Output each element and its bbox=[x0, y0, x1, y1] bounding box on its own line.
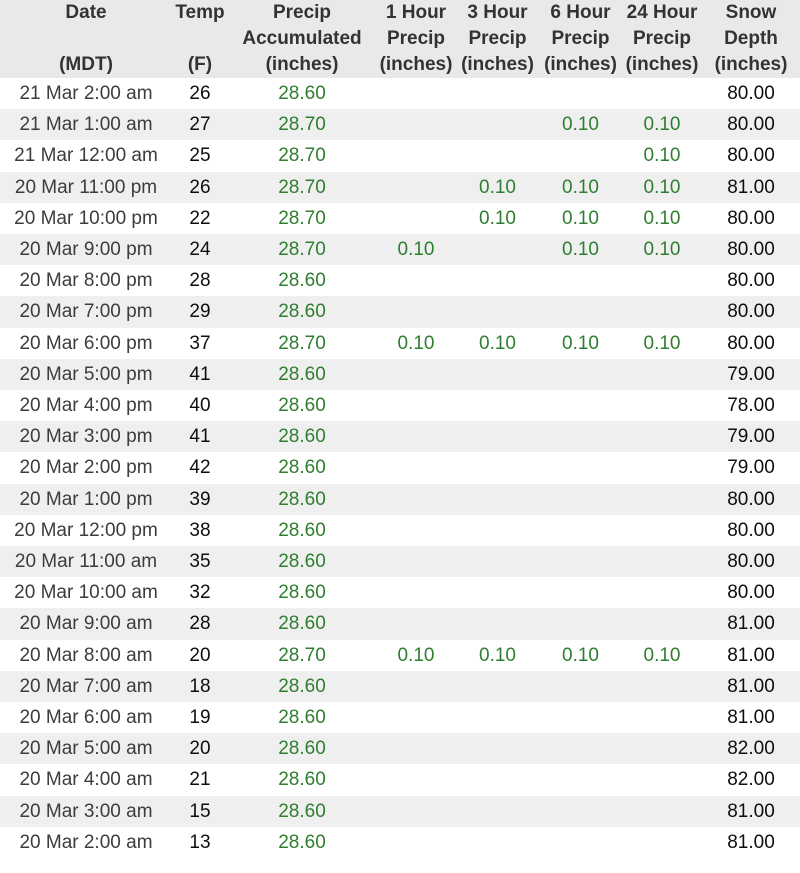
cell-precip_accum: 28.70 bbox=[278, 207, 326, 229]
cell-precip_accum: 28.60 bbox=[278, 613, 326, 635]
cell-precip_1hr: 0.10 bbox=[397, 239, 435, 261]
cell-precip_6hr bbox=[539, 546, 622, 577]
cell-snow_depth: 81.00 bbox=[727, 831, 775, 853]
table-row bbox=[0, 359, 800, 390]
cell-precip_24hr bbox=[622, 796, 702, 827]
cell-precip_24hr: 0.10 bbox=[643, 176, 681, 198]
cell-precip_3hr bbox=[456, 608, 539, 639]
cell-date: 20 Mar 1:00 pm bbox=[19, 488, 153, 510]
cell-precip_6hr: 0.10 bbox=[562, 332, 599, 354]
column-header-precip_accum bbox=[228, 0, 376, 78]
cell-precip_3hr bbox=[456, 421, 539, 452]
cell-snow_depth: 81.00 bbox=[727, 644, 775, 666]
cell-precip_accum: 28.60 bbox=[278, 270, 326, 292]
cell-temp: 26 bbox=[189, 83, 211, 104]
cell-date: 20 Mar 9:00 am bbox=[19, 613, 153, 635]
cell-precip_3hr: 0.10 bbox=[479, 176, 516, 198]
cell-date: 20 Mar 2:00 am bbox=[19, 831, 153, 853]
cell-precip_24hr bbox=[622, 671, 702, 702]
cell-temp: 29 bbox=[189, 301, 211, 323]
cell-precip_1hr bbox=[376, 359, 456, 390]
column-header-precip_1hr bbox=[376, 0, 456, 78]
table-row bbox=[0, 764, 800, 795]
cell-precip_1hr bbox=[376, 203, 456, 234]
column-header-line: Precip bbox=[551, 28, 610, 49]
cell-precip_3hr bbox=[456, 484, 539, 515]
column-header-precip_3hr bbox=[456, 0, 539, 78]
table-row bbox=[0, 265, 800, 296]
cell-temp: 19 bbox=[189, 707, 211, 729]
cell-date: 20 Mar 8:00 pm bbox=[19, 270, 153, 292]
cell-precip_3hr bbox=[456, 359, 539, 390]
cell-date: 20 Mar 5:00 am bbox=[19, 738, 153, 760]
cell-precip_24hr: 0.10 bbox=[643, 207, 681, 229]
cell-precip_6hr bbox=[539, 78, 622, 109]
cell-snow_depth: 80.00 bbox=[727, 301, 775, 323]
cell-snow_depth: 82.00 bbox=[727, 769, 775, 791]
cell-precip_24hr bbox=[622, 515, 702, 546]
cell-precip_1hr bbox=[376, 827, 456, 858]
cell-temp: 22 bbox=[189, 207, 211, 229]
cell-snow_depth: 81.00 bbox=[727, 176, 775, 198]
cell-temp: 39 bbox=[189, 488, 211, 510]
cell-precip_3hr bbox=[456, 733, 539, 764]
table-row bbox=[0, 640, 800, 671]
table-row bbox=[0, 421, 800, 452]
cell-date: 20 Mar 10:00 pm bbox=[14, 207, 158, 229]
cell-temp: 15 bbox=[189, 800, 211, 822]
column-header-line: Accumulated bbox=[242, 28, 362, 49]
cell-snow_depth: 80.00 bbox=[727, 551, 775, 573]
cell-temp: 18 bbox=[189, 675, 211, 697]
cell-precip_6hr bbox=[539, 359, 622, 390]
cell-date: 21 Mar 2:00 am bbox=[19, 83, 153, 104]
cell-precip_24hr bbox=[622, 78, 702, 109]
table-row bbox=[0, 733, 800, 764]
table-row bbox=[0, 671, 800, 702]
cell-date: 20 Mar 11:00 pm bbox=[14, 176, 158, 198]
cell-snow_depth: 81.00 bbox=[727, 707, 775, 729]
cell-precip_1hr bbox=[376, 390, 456, 421]
cell-precip_3hr bbox=[456, 577, 539, 608]
column-header-line: (inches) bbox=[544, 54, 617, 75]
cell-precip_24hr bbox=[622, 296, 702, 327]
header-row bbox=[0, 0, 800, 78]
cell-precip_6hr bbox=[539, 140, 622, 171]
cell-date: 20 Mar 10:00 am bbox=[14, 582, 158, 604]
table-body bbox=[0, 78, 800, 858]
table-row bbox=[0, 234, 800, 265]
cell-precip_24hr bbox=[622, 421, 702, 452]
cell-temp: 20 bbox=[189, 644, 211, 666]
cell-date: 21 Mar 12:00 am bbox=[14, 145, 158, 167]
cell-date: 20 Mar 5:00 pm bbox=[19, 363, 153, 385]
column-header-line: Snow bbox=[725, 2, 777, 23]
cell-date: 20 Mar 3:00 pm bbox=[19, 426, 153, 448]
cell-temp: 42 bbox=[189, 457, 211, 479]
cell-precip_6hr bbox=[539, 515, 622, 546]
cell-temp: 32 bbox=[189, 582, 211, 604]
cell-precip_accum: 28.60 bbox=[278, 769, 326, 791]
cell-precip_24hr bbox=[622, 546, 702, 577]
cell-snow_depth: 80.00 bbox=[727, 239, 775, 261]
table-row bbox=[0, 140, 800, 171]
column-header-line: Precip bbox=[468, 28, 527, 49]
cell-precip_3hr bbox=[456, 390, 539, 421]
cell-precip_3hr: 0.10 bbox=[479, 644, 516, 666]
cell-precip_6hr bbox=[539, 484, 622, 515]
cell-precip_6hr bbox=[539, 796, 622, 827]
cell-precip_24hr: 0.10 bbox=[643, 145, 681, 167]
cell-precip_accum: 28.70 bbox=[278, 176, 326, 198]
cell-date: 20 Mar 8:00 am bbox=[19, 644, 153, 666]
cell-precip_24hr bbox=[622, 577, 702, 608]
column-header-precip_6hr bbox=[539, 0, 622, 78]
cell-date: 20 Mar 9:00 pm bbox=[19, 239, 153, 261]
column-header-temp bbox=[172, 0, 228, 78]
cell-precip_accum: 28.60 bbox=[278, 800, 326, 822]
cell-precip_6hr bbox=[539, 702, 622, 733]
cell-precip_3hr bbox=[456, 109, 539, 140]
cell-snow_depth: 80.00 bbox=[727, 145, 775, 167]
cell-precip_6hr bbox=[539, 764, 622, 795]
cell-temp: 37 bbox=[189, 332, 211, 354]
table-row bbox=[0, 702, 800, 733]
table-row bbox=[0, 796, 800, 827]
table-row bbox=[0, 172, 800, 203]
cell-snow_depth: 80.00 bbox=[727, 332, 775, 354]
cell-precip_accum: 28.70 bbox=[278, 239, 326, 261]
cell-snow_depth: 81.00 bbox=[727, 800, 775, 822]
cell-precip_24hr: 0.10 bbox=[643, 332, 681, 354]
table-row bbox=[0, 577, 800, 608]
cell-precip_accum: 28.60 bbox=[278, 738, 326, 760]
cell-precip_3hr bbox=[456, 515, 539, 546]
cell-temp: 35 bbox=[189, 551, 211, 573]
cell-precip_6hr bbox=[539, 452, 622, 483]
cell-precip_24hr bbox=[622, 702, 702, 733]
cell-precip_accum: 28.70 bbox=[278, 644, 326, 666]
table-row bbox=[0, 827, 800, 858]
cell-precip_24hr: 0.10 bbox=[643, 239, 681, 261]
cell-precip_1hr bbox=[376, 421, 456, 452]
cell-precip_1hr bbox=[376, 733, 456, 764]
cell-snow_depth: 79.00 bbox=[727, 426, 775, 448]
column-header-line: (inches) bbox=[625, 54, 699, 75]
cell-date: 20 Mar 3:00 am bbox=[19, 800, 153, 822]
cell-temp: 13 bbox=[189, 831, 211, 853]
cell-precip_6hr bbox=[539, 390, 622, 421]
cell-precip_1hr bbox=[376, 265, 456, 296]
table-row bbox=[0, 515, 800, 546]
cell-precip_accum: 28.60 bbox=[278, 551, 326, 573]
column-header-line: (inches) bbox=[379, 54, 453, 75]
cell-precip_1hr bbox=[376, 702, 456, 733]
cell-precip_24hr bbox=[622, 359, 702, 390]
cell-precip_1hr bbox=[376, 78, 456, 109]
cell-precip_24hr bbox=[622, 608, 702, 639]
cell-temp: 41 bbox=[189, 426, 211, 448]
cell-precip_6hr: 0.10 bbox=[562, 239, 599, 261]
table-row bbox=[0, 390, 800, 421]
column-header-line: Temp bbox=[175, 2, 225, 23]
cell-precip_24hr bbox=[622, 452, 702, 483]
cell-temp: 28 bbox=[189, 270, 211, 292]
cell-precip_1hr bbox=[376, 140, 456, 171]
cell-temp: 24 bbox=[189, 239, 211, 261]
column-header-line: (inches) bbox=[461, 54, 534, 75]
table-row bbox=[0, 452, 800, 483]
cell-precip_3hr bbox=[456, 265, 539, 296]
cell-temp: 26 bbox=[189, 176, 211, 198]
cell-precip_1hr bbox=[376, 484, 456, 515]
cell-precip_24hr bbox=[622, 390, 702, 421]
cell-precip_1hr bbox=[376, 796, 456, 827]
cell-snow_depth: 79.00 bbox=[727, 457, 775, 479]
cell-precip_3hr bbox=[456, 234, 539, 265]
cell-precip_3hr: 0.10 bbox=[479, 207, 516, 229]
cell-precip_3hr bbox=[456, 827, 539, 858]
cell-precip_1hr bbox=[376, 109, 456, 140]
cell-precip_24hr bbox=[622, 265, 702, 296]
cell-precip_1hr bbox=[376, 546, 456, 577]
cell-precip_3hr bbox=[456, 140, 539, 171]
cell-precip_3hr bbox=[456, 452, 539, 483]
cell-precip_accum: 28.60 bbox=[278, 707, 326, 729]
cell-precip_1hr bbox=[376, 608, 456, 639]
column-header-line: (MDT) bbox=[59, 54, 113, 75]
cell-precip_accum: 28.60 bbox=[278, 301, 326, 323]
cell-temp: 27 bbox=[189, 114, 211, 136]
column-header-line bbox=[172, 26, 228, 52]
cell-snow_depth: 80.00 bbox=[727, 114, 775, 136]
cell-precip_6hr bbox=[539, 608, 622, 639]
cell-date: 20 Mar 2:00 pm bbox=[19, 457, 153, 479]
cell-snow_depth: 80.00 bbox=[727, 488, 775, 510]
cell-precip_3hr bbox=[456, 796, 539, 827]
column-header-date bbox=[0, 0, 172, 78]
cell-temp: 40 bbox=[189, 395, 211, 417]
column-header-line: (inches) bbox=[714, 54, 788, 75]
cell-precip_3hr bbox=[456, 671, 539, 702]
cell-precip_24hr bbox=[622, 764, 702, 795]
cell-precip_6hr bbox=[539, 671, 622, 702]
column-header-line: Depth bbox=[724, 28, 778, 49]
cell-precip_24hr bbox=[622, 484, 702, 515]
cell-precip_accum: 28.70 bbox=[278, 332, 326, 354]
cell-precip_accum: 28.60 bbox=[278, 675, 326, 697]
cell-date: 20 Mar 11:00 am bbox=[14, 551, 158, 573]
cell-precip_3hr bbox=[456, 764, 539, 795]
cell-precip_24hr: 0.10 bbox=[643, 114, 681, 136]
cell-precip_6hr: 0.10 bbox=[562, 114, 599, 136]
column-header-line: Precip bbox=[632, 28, 692, 49]
cell-temp: 20 bbox=[189, 738, 211, 760]
cell-temp: 38 bbox=[189, 519, 211, 541]
cell-precip_1hr: 0.10 bbox=[397, 332, 435, 354]
column-header-line bbox=[0, 26, 172, 52]
cell-snow_depth: 81.00 bbox=[727, 613, 775, 635]
cell-precip_6hr: 0.10 bbox=[562, 644, 599, 666]
cell-precip_1hr bbox=[376, 172, 456, 203]
cell-snow_depth: 82.00 bbox=[727, 738, 775, 760]
cell-precip_24hr: 0.10 bbox=[643, 644, 681, 666]
cell-precip_3hr bbox=[456, 78, 539, 109]
table-row bbox=[0, 328, 800, 359]
column-header-line: 3 Hour bbox=[467, 2, 528, 23]
cell-date: 20 Mar 7:00 am bbox=[19, 675, 153, 697]
column-header-line: Precip bbox=[272, 2, 332, 23]
cell-precip_24hr bbox=[622, 733, 702, 764]
cell-precip_6hr: 0.10 bbox=[562, 207, 599, 229]
column-header-line: 1 Hour bbox=[385, 2, 447, 23]
table-row bbox=[0, 546, 800, 577]
cell-precip_1hr bbox=[376, 671, 456, 702]
column-header-line: (F) bbox=[187, 54, 213, 75]
cell-precip_6hr bbox=[539, 827, 622, 858]
cell-snow_depth: 80.00 bbox=[727, 207, 775, 229]
table-row bbox=[0, 203, 800, 234]
cell-temp: 21 bbox=[189, 769, 211, 791]
cell-snow_depth: 78.00 bbox=[727, 395, 775, 417]
cell-date: 20 Mar 12:00 pm bbox=[14, 519, 158, 541]
cell-date: 20 Mar 4:00 am bbox=[19, 769, 153, 791]
cell-date: 20 Mar 6:00 am bbox=[19, 707, 153, 729]
column-header-line: 24 Hour bbox=[626, 2, 698, 23]
cell-precip_1hr bbox=[376, 515, 456, 546]
cell-precip_1hr: 0.10 bbox=[397, 644, 435, 666]
cell-precip_3hr bbox=[456, 546, 539, 577]
cell-temp: 25 bbox=[189, 145, 211, 167]
cell-precip_6hr bbox=[539, 265, 622, 296]
table-row bbox=[0, 608, 800, 639]
cell-date: 20 Mar 4:00 pm bbox=[19, 395, 153, 417]
cell-snow_depth: 80.00 bbox=[727, 519, 775, 541]
cell-precip_accum: 28.60 bbox=[278, 363, 326, 385]
cell-snow_depth: 81.00 bbox=[727, 675, 775, 697]
table-header bbox=[0, 0, 800, 78]
column-header-line: Precip bbox=[386, 28, 446, 49]
cell-temp: 28 bbox=[189, 613, 211, 635]
cell-precip_6hr bbox=[539, 421, 622, 452]
cell-snow_depth: 80.00 bbox=[727, 270, 775, 292]
cell-precip_1hr bbox=[376, 296, 456, 327]
cell-temp: 41 bbox=[189, 363, 211, 385]
cell-precip_1hr bbox=[376, 577, 456, 608]
cell-date: 20 Mar 6:00 pm bbox=[19, 332, 153, 354]
cell-precip_accum: 28.70 bbox=[278, 114, 326, 136]
column-header-precip_24hr bbox=[622, 0, 702, 78]
cell-precip_accum: 28.60 bbox=[278, 582, 326, 604]
column-header-line: (inches) bbox=[265, 54, 339, 75]
cell-precip_accum: 28.60 bbox=[278, 831, 326, 853]
cell-precip_accum: 28.60 bbox=[278, 426, 326, 448]
column-header-line: 6 Hour bbox=[550, 2, 611, 23]
table-row bbox=[0, 296, 800, 327]
cell-precip_accum: 28.70 bbox=[278, 145, 326, 167]
cell-precip_accum: 28.60 bbox=[278, 488, 326, 510]
cell-precip_6hr bbox=[539, 577, 622, 608]
cell-precip_accum: 28.60 bbox=[278, 395, 326, 417]
cell-precip_3hr bbox=[456, 296, 539, 327]
cell-precip_24hr bbox=[622, 827, 702, 858]
cell-precip_accum: 28.60 bbox=[278, 457, 326, 479]
cell-date: 21 Mar 1:00 am bbox=[19, 114, 153, 136]
cell-precip_3hr bbox=[456, 702, 539, 733]
table-row bbox=[0, 78, 800, 109]
cell-snow_depth: 80.00 bbox=[727, 83, 775, 104]
column-header-line: Date bbox=[65, 2, 107, 23]
column-header-snow_depth bbox=[702, 0, 800, 78]
cell-snow_depth: 80.00 bbox=[727, 582, 775, 604]
table-row bbox=[0, 109, 800, 140]
cell-precip_6hr: 0.10 bbox=[562, 176, 599, 198]
cell-date: 20 Mar 7:00 pm bbox=[19, 301, 153, 323]
cell-snow_depth: 79.00 bbox=[727, 363, 775, 385]
cell-precip_1hr bbox=[376, 452, 456, 483]
table-row bbox=[0, 484, 800, 515]
cell-precip_6hr bbox=[539, 733, 622, 764]
cell-precip_6hr bbox=[539, 296, 622, 327]
cell-precip_accum: 28.60 bbox=[278, 83, 326, 104]
cell-precip_accum: 28.60 bbox=[278, 519, 326, 541]
cell-precip_3hr: 0.10 bbox=[479, 332, 516, 354]
cell-precip_1hr bbox=[376, 764, 456, 795]
